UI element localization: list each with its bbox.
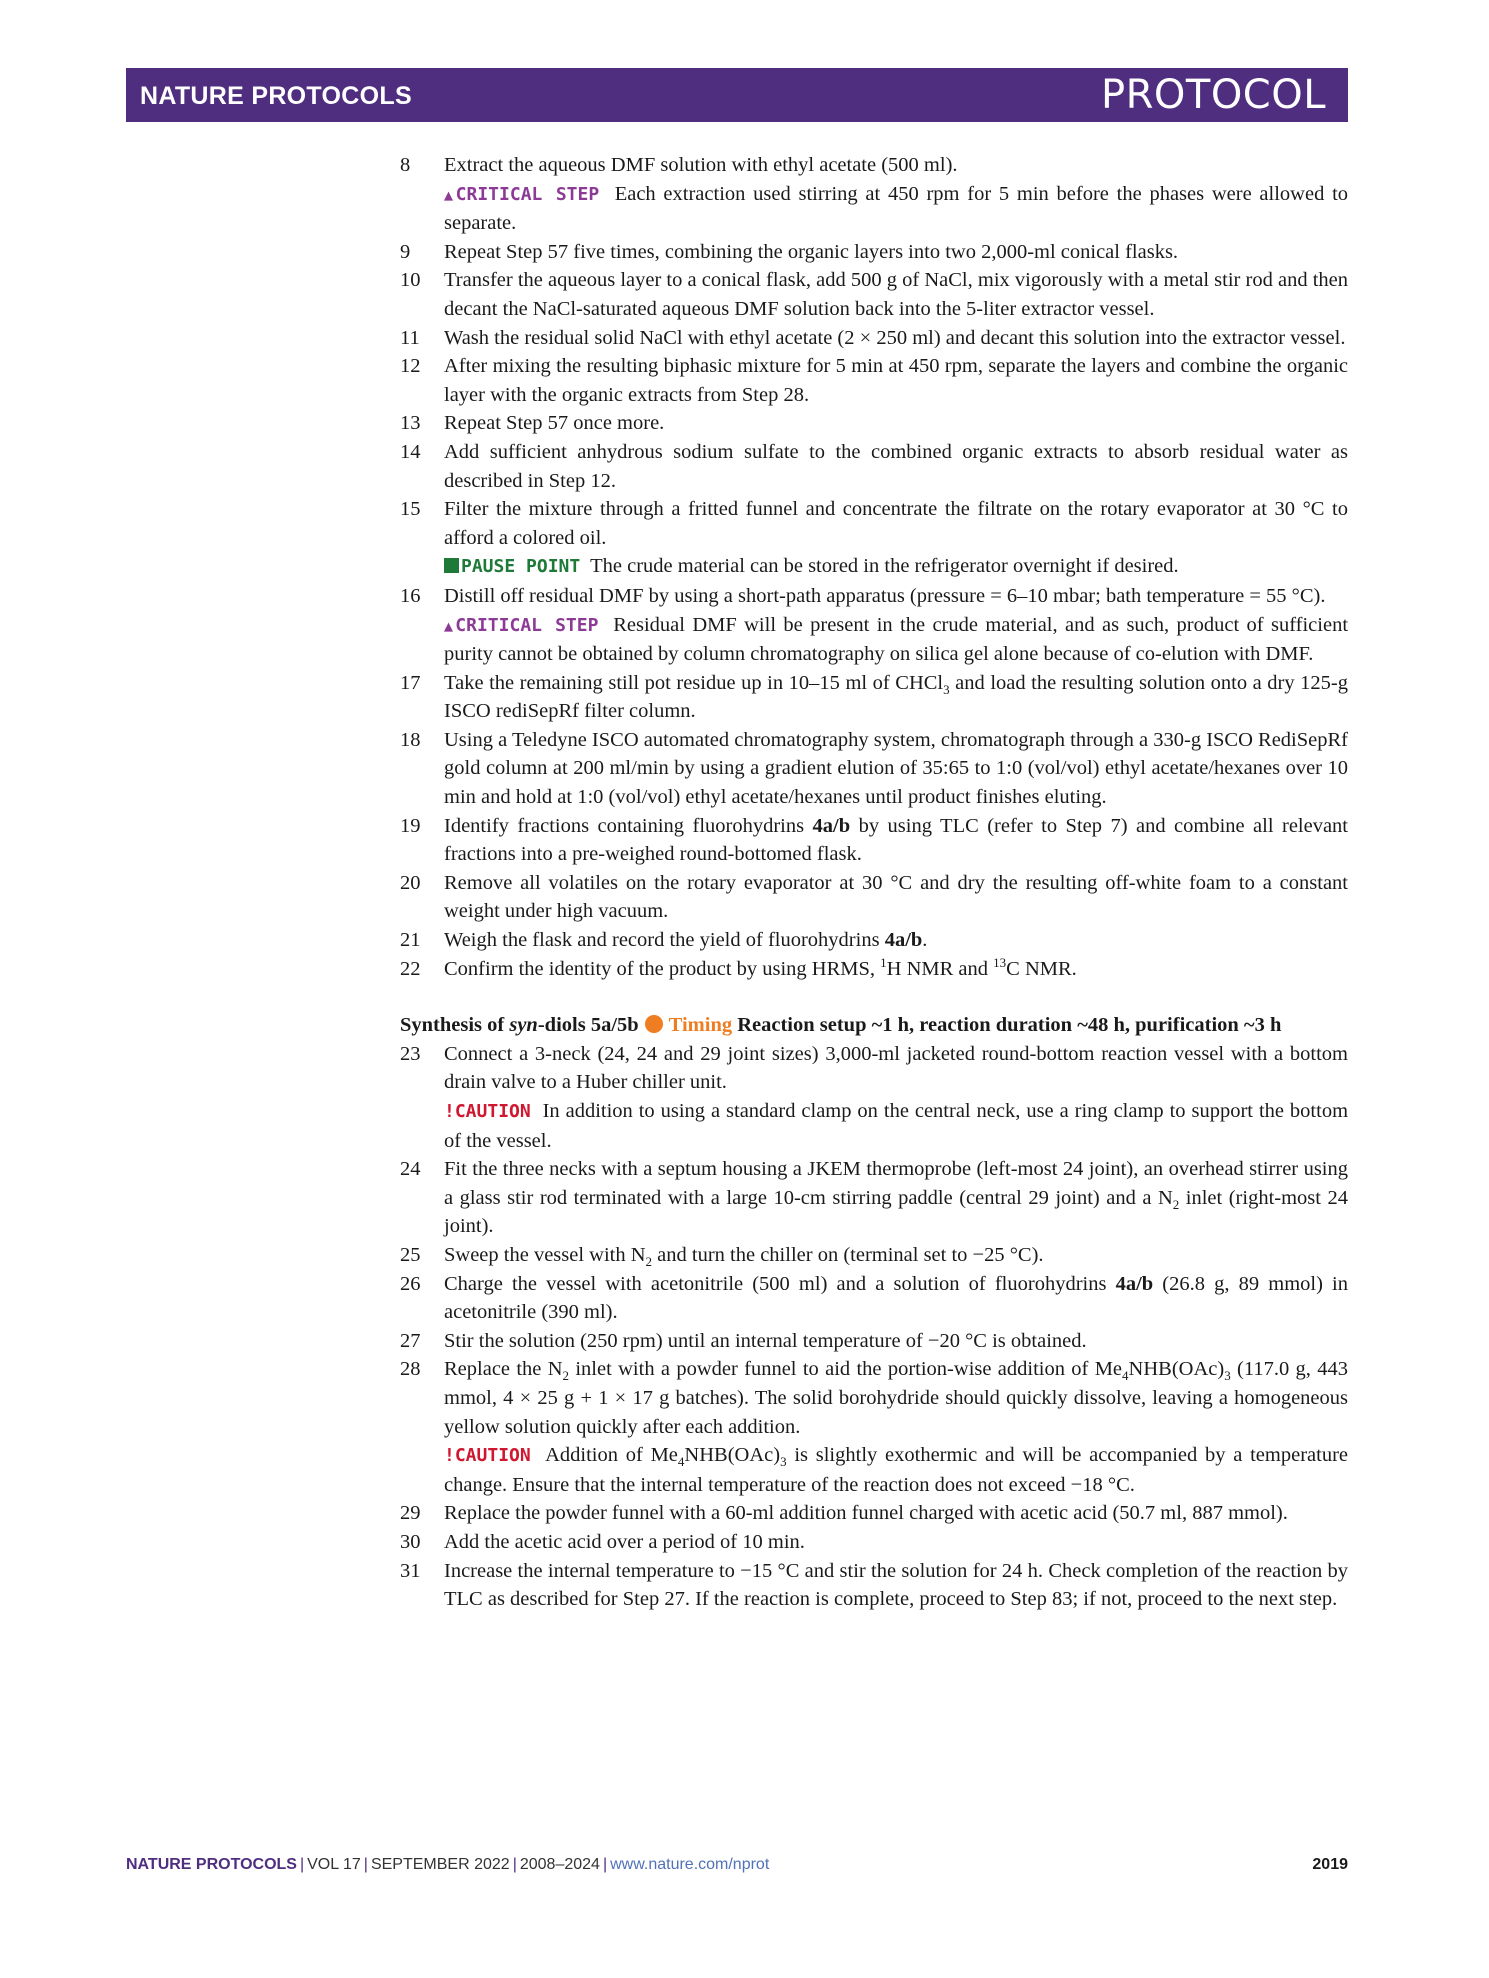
step-text: Repeat Step 57 once more. [444,412,665,435]
step-text: Using a Teledyne ISCO automated chromatography system, chromatograph through a 330-g ISCO RediSepRf gold column at 200 ml/min by using a gradient elution of 35:65 to 1:0 (vol/vol) ethyl acetate/hexanes over 10 min and hold at 1:0 (vol/vol) ethyl acetate/hexanes until product finishes eluting. [444,728,1349,809]
footer-pages: 2008–2024 [519,1856,600,1873]
exclamation-icon: ! [444,1445,455,1467]
step-number: 12 [400,355,421,378]
footer-volume: VOL 17 [307,1856,361,1873]
step-number: 30 [400,1530,421,1553]
caution-note: !CAUTION Addition of $Me_4NHB(OAc)_3$ is slightly exothermic and will be accompanied by a temperature change. Ensure that the internal temperature of the reaction does not exceed −18 °C. [444,1444,1348,1496]
step-number: 27 [400,1329,421,1352]
step-15 [400,495,1348,552]
step-text: Distill off residual DMF by using a short-path apparatus (pressure = 6–10 mbar; bath temperature = 55 °C). [444,584,1326,607]
pause-square-icon [444,558,459,573]
step-9 [400,238,1348,267]
pause-point-note: PAUSE POINT The crude material can be stored in the refrigerator overnight if desired. [444,552,1348,582]
header-bar [126,68,1348,122]
step-12 [400,352,1348,409]
step-number: 8 [400,154,411,176]
caution-note: !CAUTION In addition to using a standard clamp on the central neck, use a ring clamp to support the bottom of the vessel. [444,1100,1349,1152]
critical-step-label: ▲CRITICAL STEP [444,183,600,205]
step-21 [400,926,1348,955]
step-17 [400,669,1348,726]
step-text: Fit the three necks with a septum housing a JKEM thermoprobe (left-most 24 joint), an overhead stirrer using a glass stir rod terminated with a large 10-cm stirring paddle (central 29 joint) and a $N_2$ inlet (right-most 24 joint). [444,1158,1348,1238]
step-11 [400,324,1348,353]
step-number: 29 [400,1502,421,1525]
step-number: 22 [400,957,421,980]
step-text: Add sufficient anhydrous sodium sulfate to the combined organic extracts to absorb residual water as described in Step 12. [444,440,1348,492]
step-text: After mixing the resulting biphasic mixture for 5 min at 450 rpm, separate the layers and combine the organic layer with the organic extracts from Step 28. [444,355,1348,406]
step-number: 10 [400,269,421,292]
step-text: Remove all volatiles on the rotary evaporator at 30 °C and dry the resulting off-white foam to a constant weight under high vacuum. [444,871,1348,923]
step-31 [400,1557,1348,1614]
section-label: PROTOCOL [1100,72,1326,118]
step-24 [400,1155,1348,1241]
step-30 [400,1528,1348,1557]
step-18 [400,726,1348,812]
step-number: 17 [400,671,421,694]
step-text: Confirm the identity of the product by using HRMS, $^1$H NMR and $^{13}$C NMR. [444,954,1077,980]
step-number: 9 [400,240,411,263]
step-28 [400,1355,1348,1441]
step-27 [400,1327,1348,1356]
step-text: Add the acetic acid over a period of 10 min. [444,1530,805,1553]
step-text: Extract the aqueous DMF solution with ethyl acetate (500 ml). [444,154,958,176]
step-text: Sweep the vessel with $N_2$ and turn the chiller on (terminal set to −25 °C). [444,1243,1044,1270]
step-number: 23 [400,1042,421,1065]
step-number: 31 [400,1559,421,1582]
step-text: Weigh the flask and record the yield of fluorohydrins 4a/b. [444,929,928,952]
exclamation-icon: ! [444,1101,455,1122]
critical-step-note: ▲CRITICAL STEP Each extraction used stirring at 450 rpm for 5 min before the phases were allowed to separate. [444,182,1349,235]
step-text: Wash the residual solid NaCl with ethyl acetate (2 × 250 ml) and decant this solution into the extractor vessel. [444,326,1346,349]
timing-label: Timing [668,1014,733,1037]
step-text: Connect a 3-neck (24, 24 and 29 joint sizes) 3,000-ml jacketed round-bottom reaction vessel with a bottom drain valve to a Huber chiller unit. [444,1042,1348,1094]
step-text: Stir the solution (250 rpm) until an internal temperature of −20 °C is obtained. [444,1329,1087,1352]
protocol-steps [400,151,1348,1614]
step-number: 16 [400,584,421,607]
step-number: 26 [400,1272,421,1295]
footer-journal: NATURE PROTOCOLS [126,1856,297,1873]
step-29 [400,1499,1348,1528]
step-text: Take the remaining still pot residue up in 10–15 ml of CHCl$_3$ and load the resulting solution onto a dry 125-g ISCO rediSepRf filter column. [444,671,1348,723]
step-text: Charge the vessel with acetonitrile (500 ml) and a solution of fluorohydrins 4a/b (26.8 g, 89 mmol) in acetonitrile (390 ml). [444,1272,1348,1324]
section-heading: Synthesis of syn-diols 5a/5b Timing Reaction setup ~1 h, reaction duration ~48 h, purification ~3 h [400,1014,1282,1037]
step-number: 13 [400,412,421,435]
step-13 [400,409,1348,438]
step-number: 19 [400,814,421,837]
step-text: Identify fractions containing fluorohydrins 4a/b by using TLC (refer to Step 7) and combine all relevant fractions into a pre-weighed round-bottomed flask. [444,814,1349,866]
page-number: 2019 [1312,1856,1348,1873]
step-text: Increase the internal temperature to −15 °C and stir the solution for 24 h. Check completion of the reaction by TLC as described for Step 27. If the reaction is complete, proceed to Step 83; if not, proceed to the next step. [444,1559,1348,1611]
pause-point-label: PAUSE POINT [444,556,580,577]
journal-name: NATURE PROTOCOLS [140,82,412,110]
step-26 [400,1270,1348,1327]
step-16 [400,582,1348,611]
timing-clock-icon [645,1015,663,1033]
caution-label: !CAUTION [444,1445,531,1467]
step-number: 21 [400,929,421,952]
footer-url-link[interactable]: www.nature.com/nprot [610,1856,770,1873]
step-number: 15 [400,498,421,521]
step-number: 18 [400,728,421,751]
critical-step-label: ▲CRITICAL STEP [444,614,599,636]
step-10 [400,266,1348,323]
step-8 [400,151,1348,180]
step-19 [400,812,1348,869]
step-text: Repeat Step 57 five times, combining the organic layers into two 2,000-ml conical flasks. [444,240,1179,263]
step-number: 24 [400,1158,421,1181]
step-number: 25 [400,1243,421,1266]
step-number: 14 [400,440,421,463]
step-22 [400,955,1348,984]
step-text: Filter the mixture through a fritted funnel and concentrate the filtrate on the rotary evaporator at 30 °C to afford a colored oil. [444,498,1348,549]
page-footer: NATURE PROTOCOLS | VOL 17 | SEPTEMBER 2022 | 2008–2024 | www.nature.com/nprot 2019 [126,1856,1348,1873]
step-number: 20 [400,871,421,894]
triangle-icon: ▲ [444,185,456,204]
step-text: Replace the powder funnel with a 60-ml addition funnel charged with acetic acid (50.7 ml, 887 mmol). [444,1502,1288,1525]
critical-step-note: ▲CRITICAL STEP Residual DMF will be present in the crude material, and as such, product of sufficient purity cannot be obtained by column chromatography on silica gel alone because of co-elution with DMF. [444,613,1349,666]
caution-label: !CAUTION [444,1101,531,1122]
triangle-icon: ▲ [444,616,456,635]
step-number: 11 [400,326,420,349]
step-text: Replace the $N_2$ inlet with a powder funnel to aid the portion-wise addition of $Me_4NHB(OAc)_3$ (117.0 g, 443 mmol, 4 × 25 g + 1 × 17 g batches). The solid borohydride should quickly dissolve, leaving a homogeneous yellow solution quickly after each addition. [444,1358,1349,1438]
step-20 [400,869,1348,926]
step-23 [400,1040,1348,1097]
step-25 [400,1241,1348,1270]
step-number: 28 [400,1358,421,1381]
step-text: Transfer the aqueous layer to a conical flask, add 500 g of NaCl, mix vigorously with a metal stir rod and then decant the NaCl-saturated aqueous DMF solution back into the 5-liter extractor vessel. [444,269,1348,320]
footer-date: SEPTEMBER 2022 [370,1856,510,1873]
step-14 [400,438,1348,495]
